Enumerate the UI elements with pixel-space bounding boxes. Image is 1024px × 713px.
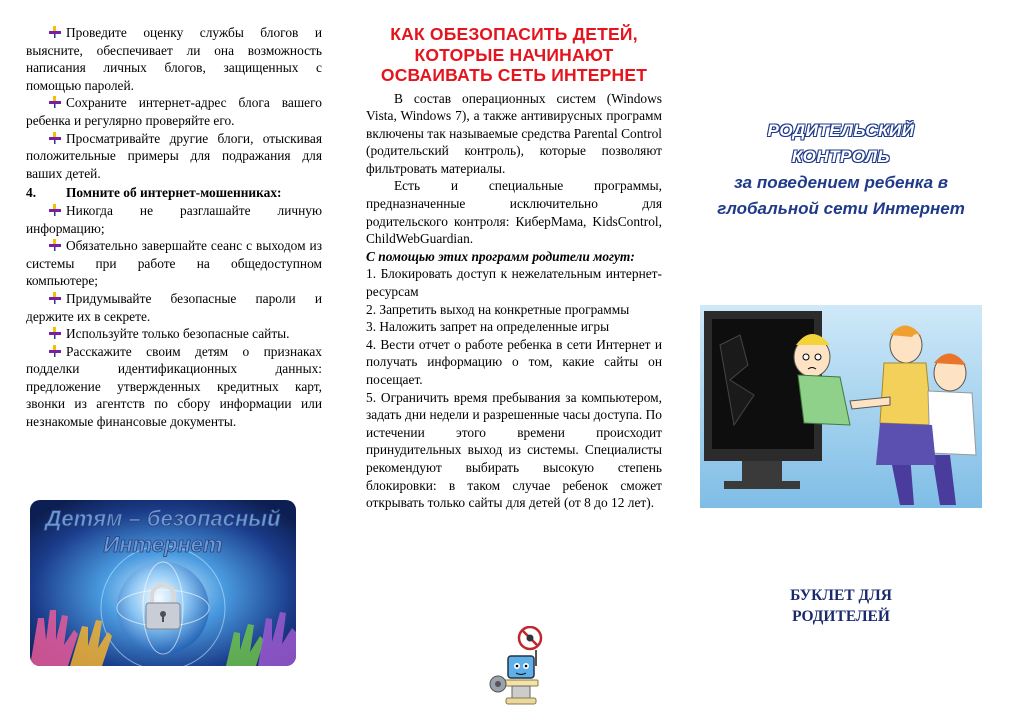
list-item: Просматривайте другие блоги, отыскивая положительные примеры для подражания для ваших детей. [26, 130, 322, 181]
banner-heading-line2: Интернет [103, 532, 223, 557]
paragraph: В состав операционных систем (Windows Vista, Windows 7), а также антивирусных программ включены так называемые средства Parental Control (родительский контроль), которые позволяют фильтровать материалы. [366, 90, 662, 176]
list-item: 5. Ограничить время пребывания за компьютером, задать дни недели и разрешенные часы доступа. По истечении этого времени происходит принудительных выход из системы. Специалисты рекомендуют выбирать высокую степень блокировки: в таком случае ребенок сможет открывать только сайты для детей (от 8 до 12 лет). [366, 389, 662, 511]
list-item: 3. Наложить запрет на определенные игры [366, 319, 610, 335]
booklet-line1: БУКЛЕТ ДЛЯ [790, 587, 892, 604]
cover-title-line1: РОДИТЕЛЬСКИЙ [767, 121, 915, 140]
safe-internet-banner [30, 500, 296, 666]
list-item: 4. Вести отчет о работе ребенка в сети Интернет и получать информацию о том, какие сайты он посещает. [366, 336, 662, 387]
computer-mascot-icon [486, 626, 550, 708]
list-item: Проведите оценку службы блогов и выясните, обеспечивает ли она возможность написания личных блогов, защищенных с помощью паролей. [26, 25, 322, 93]
pushpin-icon [48, 204, 62, 216]
pushpin-icon [48, 132, 62, 144]
list-item: Расскажите своим детям о признаках подделки идентификационных данных: предложение утвержденных кредитных карт, звонки из агентств по сбору информации или незнакомые финансовые документы. [26, 343, 322, 430]
cover-heading [700, 118, 982, 222]
list-item: Сохраните интернет-адрес блога вашего ребенка и регулярно проверяйте его. [26, 95, 322, 128]
middle-panel [366, 24, 662, 512]
pushpin-icon [48, 96, 62, 108]
list-item: Придумывайте безопасные пароли и держите их в секрете. [26, 290, 322, 324]
page-title: КАК ОБЕЗОПАСИТЬ ДЕТЕЙ, КОТОРЫЕ НАЧИНАЮТ ОСВАИВАТЬ СЕТЬ ИНТЕРНЕТ [380, 24, 648, 85]
list-item: Используйте только безопасные сайты. [26, 325, 322, 343]
cover-subtitle-line1: за поведением ребенка в [733, 173, 949, 192]
list-item: Обязательно завершайте сеанс с выходом из системы при работе на общедоступном компьютере; [26, 238, 322, 289]
paragraph: Есть и специальные программы, предназначенные исключительно для родительского контроля: КиберМама, KidsControl, ChildWebGuardian. [366, 178, 662, 247]
section-heading: 4. Помните об интернет-мошенниках: [26, 185, 282, 201]
list-item: 2. Запретить выход на конкретные программы [366, 301, 630, 317]
cover-title-line2: КОНТРОЛЬ [791, 147, 891, 166]
pushpin-icon [48, 26, 62, 38]
cover-illustration [700, 305, 982, 508]
pushpin-icon [48, 327, 62, 339]
booklet-line2: РОДИТЕЛЕЙ [792, 608, 890, 625]
pushpin-icon [48, 345, 62, 357]
list-item: Никогда не разглашайте личную информацию; [26, 202, 322, 236]
pushpin-icon [48, 292, 62, 304]
left-panel [26, 24, 322, 431]
booklet-label [700, 585, 982, 627]
subheading: С помощью этих программ родители могут: [366, 248, 635, 264]
cover-subtitle-line2: глобальной сети Интернет [717, 199, 965, 218]
banner-heading-line1: Детям – безопасный [45, 506, 281, 531]
list-item: 1. Блокировать доступ к нежелательным интернет-ресурсам [366, 266, 662, 300]
pushpin-icon [48, 239, 62, 251]
